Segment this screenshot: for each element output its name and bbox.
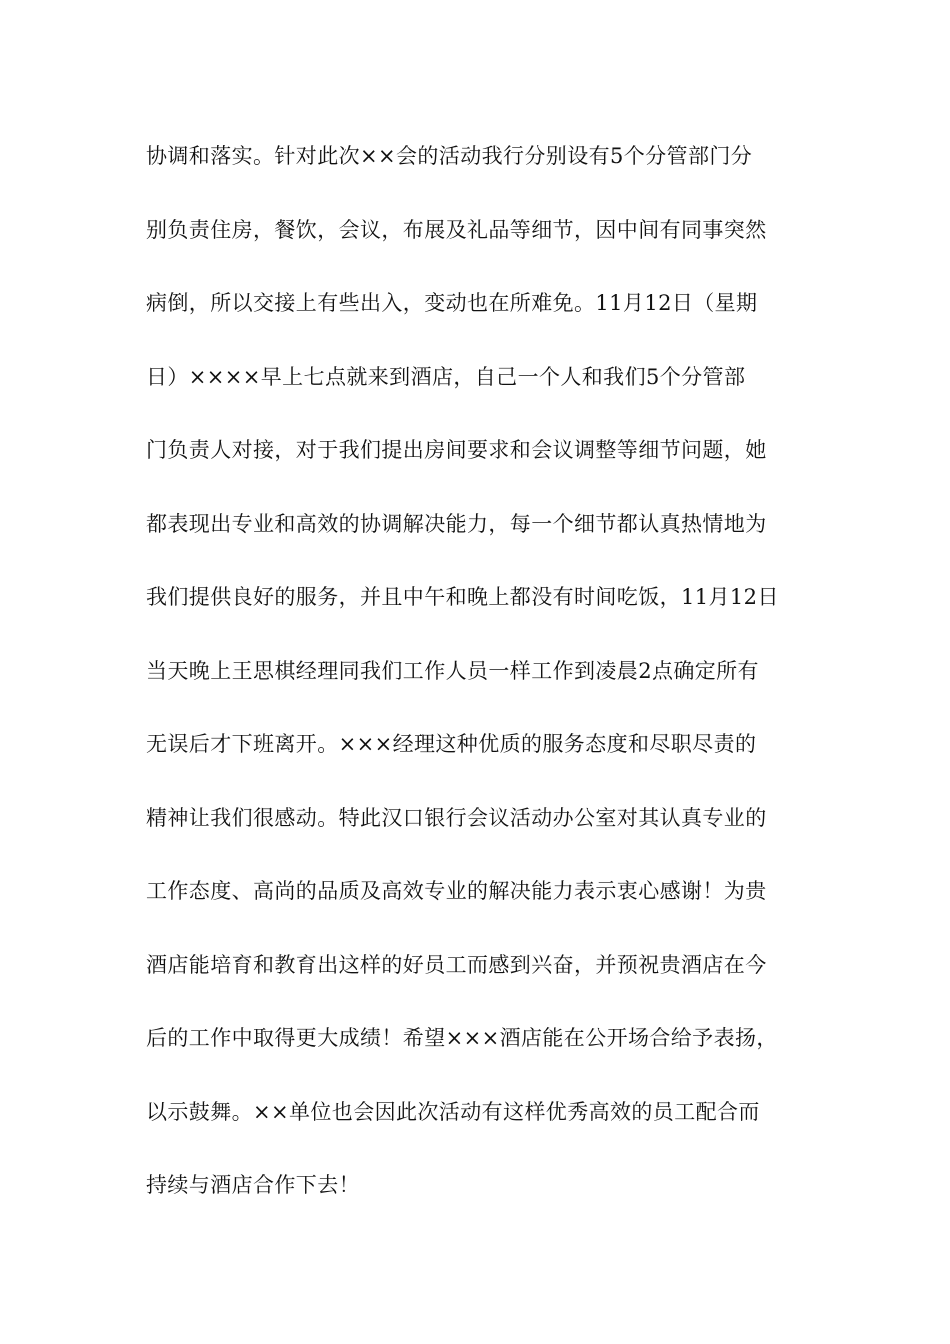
letter-body: [146, 130, 846, 1233]
body-line: 门负责人对接，对于我们提出房间要求和会议调整等细节问题，她: [146, 438, 767, 462]
body-line: 当天晚上王思棋经理同我们工作人员一样工作到凌晨2点确定所有: [146, 658, 759, 683]
body-line: 无误后才下班离开。×××经理这种优质的服务态度和尽职尽责的: [146, 732, 757, 756]
body-line: 酒店能培育和教育出这样的好员工而感到兴奋，并预祝贵酒店在今: [146, 952, 767, 977]
body-line: 病倒，所以交接上有些出入，变动也在所难免。11月12日（星期: [146, 291, 758, 315]
body-line: 持续与酒店合作下去！: [146, 1173, 360, 1197]
body-line: 以示鼓舞。××单位也会因此次活动有这样优秀高效的员工配合而: [146, 1099, 760, 1124]
body-line: 我们提供良好的服务，并且中午和晚上都没有时间吃饭，11月12日: [146, 585, 779, 609]
body-line: 别负责住房，餐饮，会议，布展及礼品等细节，因中间有同事突然: [146, 217, 767, 242]
body-line: 后的工作中取得更大成绩！希望×××酒店能在公开场合给予表扬，: [146, 1026, 778, 1050]
body-line: 日）××××早上七点就来到酒店，自己一个人和我们5个分管部: [146, 364, 746, 389]
body-line: 工作态度、高尚的品质及高效专业的解决能力表示衷心感谢！为贵: [146, 879, 767, 903]
body-line: 精神让我们很感动。特此汉口银行会议活动办公室对其认真专业的: [146, 805, 767, 830]
body-line: 都表现出专业和高效的协调解决能力，每一个细节都认真热情地为: [146, 511, 767, 536]
body-line: 协调和落实。针对此次××会的活动我行分别设有5个分管部门分: [146, 144, 753, 168]
